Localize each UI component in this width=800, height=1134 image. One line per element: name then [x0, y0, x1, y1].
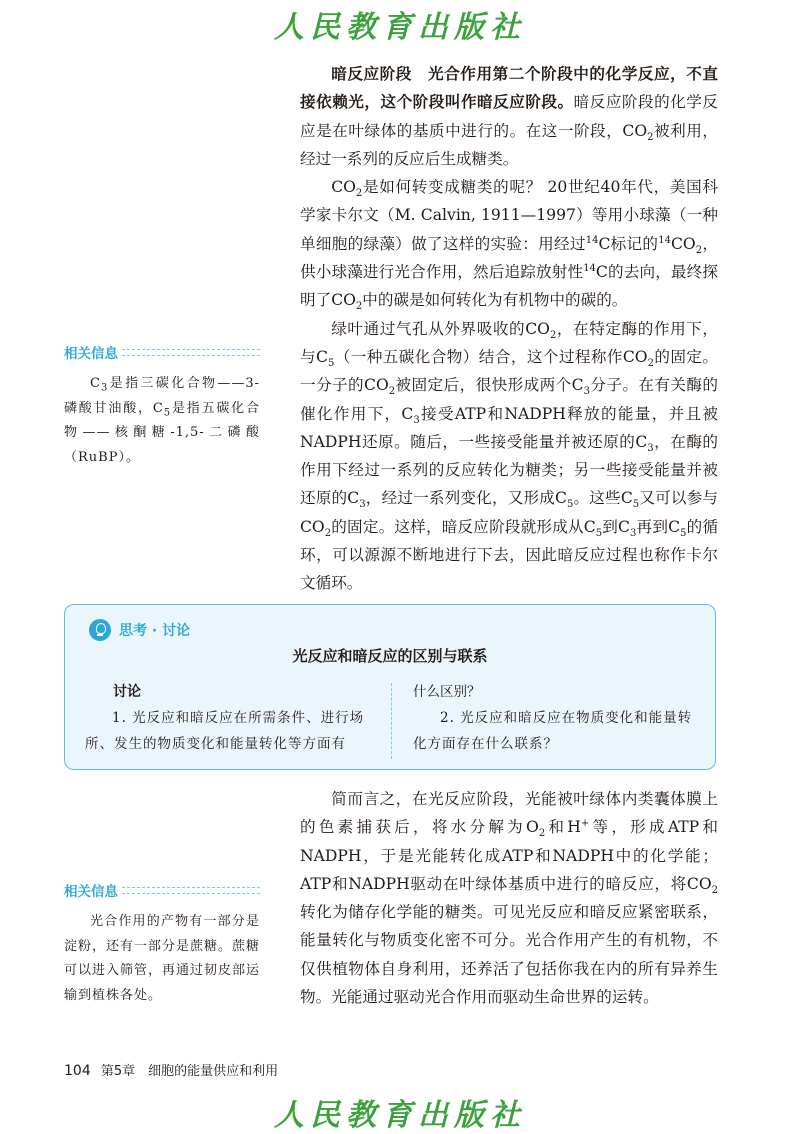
discussion-left-column — [85, 679, 385, 757]
title-rule — [122, 887, 260, 894]
lightbulb-icon — [89, 619, 111, 641]
title-rule — [122, 349, 260, 356]
chapter-title: 第5章 细胞的能量供应和利用 — [100, 1064, 279, 1079]
question-1-continued: 什么区别？ — [413, 684, 481, 700]
page-footer — [64, 1060, 278, 1079]
related-info-body: $C_3$是指三碳化合物——3-磷酸甘油酸，$C_5$是指五碳化合物——核酮糖-1,5-二磷酸（RuBP）。 — [64, 376, 260, 465]
think-discuss-title: 光反应和暗反应的区别与联系 — [292, 647, 488, 665]
think-discuss-box — [64, 604, 716, 770]
paragraph-co2-fixation: 绿叶通过气孔从外界吸收的$CO_2$，在特定酶的作用下，与$C_5$（一种五碳化合物）结合，这个过程称作$CO_2$的固定。一分子的$CO_2$被固定后，很快形成两个$C_3$分子。在有关酶的催化作用下，$C_3$接受ATP和NADPH释放的能量，并且被NADPH还原。随后，一些接受能量并被还原的$C_3$，在酶的作用下经过一系列的反应转化为糖类；另一些接受能量并被还原的$C_3$，经过一系列变化，又形成$C_5$。这些$C_5$又可以参与$CO_2$的固定。这样，暗反应阶段就形成从$C_5$到$C_3$再到$C_5$的循环，可以源源不断地进行下去，因此暗反应过程也称作卡尔文循环。 — [300, 319, 718, 593]
discussion-heading: 讨论 — [113, 684, 141, 700]
page-number: 104 — [64, 1063, 91, 1079]
think-discuss-header — [89, 619, 190, 641]
question-2: 2. 光反应和暗反应在物质变化和能量转化方面存在什么联系？ — [413, 710, 693, 752]
think-discuss-label: 思考 · 讨论 — [119, 623, 191, 639]
main-text-top — [300, 60, 718, 598]
related-info-title: 相关信息 — [64, 880, 260, 900]
related-info-sidebar-2 — [64, 880, 260, 1008]
publisher-watermark: 人民教育出版社 — [274, 1098, 526, 1133]
related-info-title: 相关信息 — [64, 342, 260, 362]
discussion-right-column — [413, 679, 703, 757]
paragraph-calvin-experiment: $CO_2$是如何转变成糖类的呢？ 20世纪40年代，美国科学家卡尔文（M. Calvin, 1911—1997）等用小球藻（一种单细胞的绿藻）做了这样的实验：用经过$^{14}$C标记的$^{14}CO_2$，供小球藻进行光合作用，然后追踪放射性$^{14}$C的去向，最终探明了$CO_2$中的碳是如何转化为有机物中的碳的。 — [300, 178, 718, 313]
column-divider — [391, 683, 392, 759]
question-1: 1. 光反应和暗反应在所需条件、进行场所、发生的物质变化和能量转化等方面有 — [85, 710, 365, 752]
paragraph-dark-reaction: 暗反应阶段 光合作用第二个阶段中的化学反应，不直接依赖光，这个阶段叫作暗反应阶段。暗反应阶段的化学反应是在叶绿体的基质中进行的。在这一阶段，$CO_2$被利用，经过一系列的反应后生成糖类。 — [300, 64, 718, 168]
main-text-bottom — [300, 785, 718, 1011]
related-info-body: 光合作用的产物有一部分是淀粉，还有一部分是蔗糖。蔗糖可以进入筛管，再通过韧皮部运输到植株各处。 — [64, 914, 261, 1003]
paragraph-summary: 简而言之，在光反应阶段，光能被叶绿体内类囊体膜上的色素捕获后，将水分解为$O_2$和H+等，形成ATP和NADPH，于是光能转化成ATP和NADPH中的化学能；ATP和NADPH驱动在叶绿体基质中进行的暗反应，将$CO_2$转化为储存化学能的糖类。可见光反应和暗反应紧密联系，能量转化与物质变化密不可分。光合作用产生的有机物，不仅供植物体自身利用，还养活了包括你我在内的所有异养生物。光能通过驱动光合作用而驱动生命世界的运转。 — [300, 790, 718, 1007]
publisher-watermark: 人民教育出版社 — [274, 10, 526, 45]
related-info-sidebar-1 — [64, 342, 260, 470]
